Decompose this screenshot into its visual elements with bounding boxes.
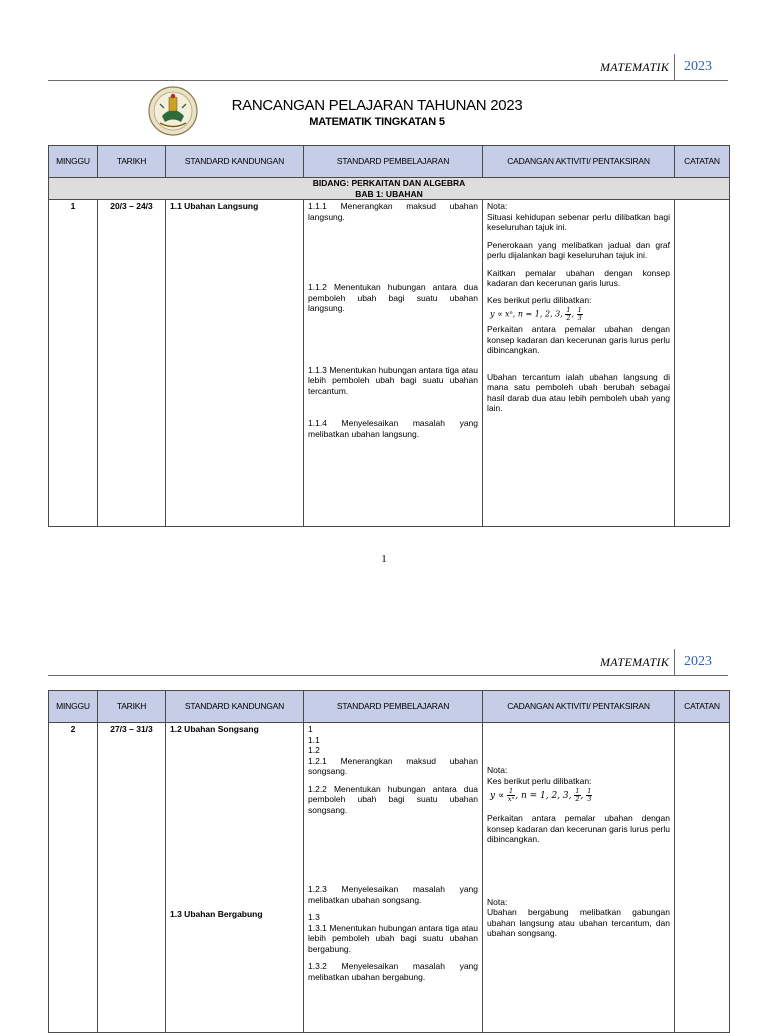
minggu-cell: 1 — [49, 200, 98, 527]
cadangan-aktiviti-cell — [483, 723, 675, 1033]
sp-item: 1.1.1 Menerangkan maksud ubahan langsung. — [308, 201, 478, 222]
sk-item: 1.3 Ubahan Bergabung — [170, 908, 263, 919]
col-header-catatan: CATATAN — [675, 691, 730, 723]
sp-item: 1.2.3 Menyelesaikan masalah yang melibatkan ubahan songsang. — [308, 884, 478, 905]
rpt-table-page-1 — [48, 145, 730, 527]
minggu-cell: 2 — [49, 723, 98, 1033]
col-header-tarikh: TARIKH — [98, 691, 166, 723]
sp-item: 1.2.1 Menerangkan maksud ubahan songsang. — [308, 755, 478, 776]
ubahan-tercantum-text: Ubahan tercantum ialah ubahan langsung di mana satu pemboleh ubah berubah sebagai hasil darab dua atau lebih pemboleh ubah yang lain. — [487, 371, 670, 413]
header-subject: MATEMATIK — [600, 655, 670, 669]
sp-item: 1.3.1 Menentukan hubungan antara tiga atau lebih pemboleh ubah bagi suatu ubahan bergabung. — [308, 922, 478, 954]
rpt-table-page-2 — [48, 690, 730, 1033]
standard-kandungan-cell — [166, 723, 304, 1033]
cadangan-aktiviti-cell — [483, 200, 675, 527]
header-rule — [48, 675, 728, 676]
sp-line: 1.3 — [308, 912, 320, 922]
document-subtitle: MATEMATIK TINGKATAN 5 — [309, 116, 445, 128]
nota-label: Nota: — [487, 896, 508, 907]
perkaitan-text: Perkaitan antara pemalar ubahan dengan konsep kadaran dan kecerunan garis lurus perlu dibincangkan. — [487, 324, 670, 355]
formula-lhs: y ∝ xⁿ, n = 1, 2, 3, — [490, 309, 563, 319]
sp-item: 1.2.2 Menentukan hubungan antara dua pemboleh ubah bagi suatu ubahan songsang. — [308, 783, 478, 815]
nota-text: Ubahan bergabung melibatkan gabungan ubahan langsung atau ubahan tercantum, dan ubahan songsang. — [487, 907, 670, 938]
kes-text: Kes berikut perlu dilibatkan: — [487, 775, 592, 786]
standard-kandungan-cell: 1.1 Ubahan Langsung — [166, 200, 304, 527]
document-title: RANCANGAN PELAJARAN TAHUNAN 2023 — [231, 97, 523, 114]
col-header-catatan: CATATAN — [675, 146, 730, 178]
fraction-third: $\frac{1}{3}$ — [577, 306, 582, 322]
col-header-standard-kandungan: STANDARD KANDUNGAN — [166, 146, 304, 178]
formula-rhs: , n = 1, 2, 3, — [515, 791, 572, 801]
col-header-standard-pembelajaran: STANDARD PEMBELAJARAN — [304, 146, 483, 178]
perkaitan-text: Perkaitan antara pemalar ubahan dengan konsep kadaran dan kecerunan garis lurus perlu dibincangkan. — [487, 813, 670, 844]
catatan-cell — [675, 200, 730, 527]
sp-item: 1.1.2 Menentukan hubungan antara dua pemboleh ubah bagi suatu ubahan langsung. — [308, 282, 478, 313]
kaitkan-text: Kaitkan pemalar ubahan dengan konsep kadaran dan kecerunan garis lurus. — [487, 267, 670, 288]
table-header-row — [49, 146, 730, 178]
header-separator — [674, 649, 675, 676]
nota-label: Nota: — [487, 765, 508, 775]
direct-variation-formula: y ∝ xⁿ, n = 1, 2, 3, $\frac{1}{2}$ , $\frac{1}{3}$ — [490, 306, 582, 322]
sp-line: 1.1 — [308, 734, 320, 745]
bab-label: BAB 1: UBAHAN — [355, 188, 423, 199]
catatan-cell — [675, 723, 730, 1033]
tarikh-cell: 20/3 – 24/3 — [98, 200, 166, 527]
header-separator — [674, 54, 675, 81]
fraction-one-over-xn: $\frac{1}{\text{xⁿ}}$ — [507, 787, 515, 803]
standard-pembelajaran-cell — [304, 723, 483, 1033]
table-row — [49, 200, 730, 527]
header-year: 2023 — [684, 59, 712, 74]
penerokaan-text: Penerokaan yang melibatkan jadual dan graf perlu dijalankan bagi keseluruhan tajuk ini. — [487, 239, 670, 260]
nota-text: Situasi kehidupan sebenar perlu dilibatkan bagi keseluruhan tajuk ini. — [487, 211, 670, 232]
sp-line: 1 — [308, 724, 313, 734]
header-rule — [48, 80, 728, 81]
bidang-label: BIDANG: PERKAITAN DAN ALGEBRA — [312, 178, 466, 188]
tarikh-cell: 27/3 – 31/3 — [98, 723, 166, 1033]
bidang-row — [49, 178, 730, 200]
sk-item: 1.2 Ubahan Songsang — [170, 724, 259, 734]
col-header-minggu: MINGGU — [49, 146, 98, 178]
col-header-tarikh: TARIKH — [98, 146, 166, 178]
bidang-cell — [49, 178, 730, 200]
sp-item: 1.3.2 Menyelesaikan masalah yang melibatkan ubahan bergabung. — [308, 961, 478, 982]
inverse-variation-formula: y ∝ $\frac{1}{\text{xⁿ}}$ , n = 1, 2, 3, $\frac{1}{2}$ , $\frac{1}{3}$ — [490, 787, 592, 803]
sp-item: 1.1.4 Menyelesaikan masalah yang melibatkan ubahan langsung. — [308, 418, 478, 439]
fraction-third: $\frac{1}{3}$ — [587, 787, 592, 803]
nota-label: Nota: — [487, 201, 508, 211]
formula-lhs: y ∝ — [490, 791, 505, 801]
fraction-half: $\frac{1}{2}$ — [566, 306, 571, 322]
header-year: 2023 — [684, 654, 712, 669]
sp-line: 1.2 — [308, 745, 320, 755]
col-header-cadangan-aktiviti: CADANGAN AKTIVITI/ PENTAKSIRAN — [483, 146, 675, 178]
col-header-standard-kandungan: STANDARD KANDUNGAN — [166, 691, 304, 723]
header-subject: MATEMATIK — [600, 60, 670, 74]
table-row — [49, 723, 730, 1033]
col-header-standard-pembelajaran: STANDARD PEMBELAJARAN — [304, 691, 483, 723]
school-crest-icon — [148, 86, 198, 136]
col-header-minggu: MINGGU — [49, 691, 98, 723]
table-header-row — [49, 691, 730, 723]
page-2 — [0, 600, 768, 1024]
page-number: 1 — [381, 553, 387, 565]
sp-item: 1.1.3 Menentukan hubungan antara tiga atau lebih pemboleh ubah bagi suatu ubahan tercantum. — [308, 364, 478, 396]
fraction-half: $\frac{1}{2}$ — [575, 787, 580, 803]
standard-pembelajaran-cell — [304, 200, 483, 527]
col-header-cadangan-aktiviti: CADANGAN AKTIVITI/ PENTAKSIRAN — [483, 691, 675, 723]
kes-text: Kes berikut perlu dilibatkan: — [487, 294, 592, 305]
